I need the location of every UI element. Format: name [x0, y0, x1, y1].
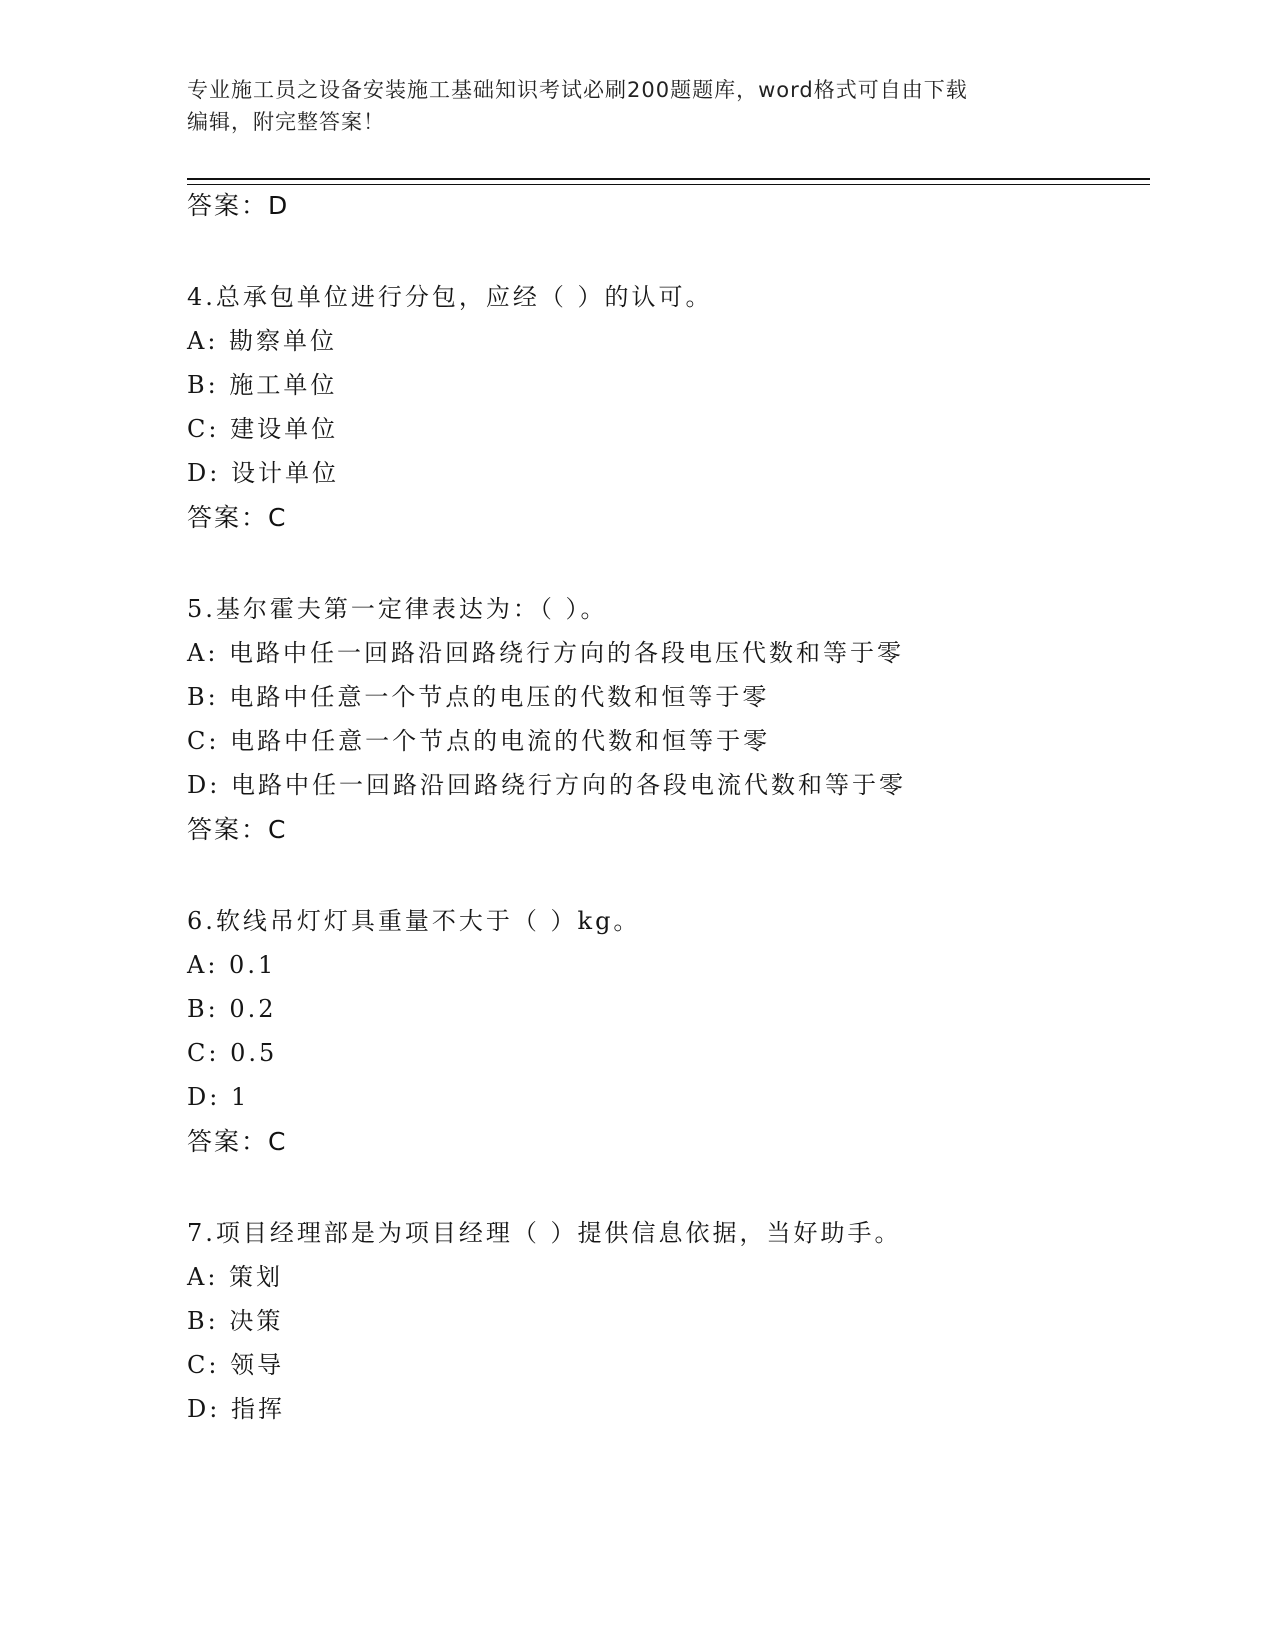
header-divider-thick: [187, 178, 1150, 180]
question-5-answer: 答案：C: [187, 815, 288, 844]
question-4-option-a: A: 勘察单位: [187, 327, 338, 355]
question-6-option-d: D: 1: [187, 1083, 250, 1111]
header-divider-thin: [187, 184, 1150, 185]
question-6-option-b: B: 0.2: [187, 995, 277, 1023]
question-6-option-a: A: 0.1: [187, 951, 277, 979]
question-6-answer: 答案：C: [187, 1127, 288, 1156]
question-4-option-d: D: 设计单位: [187, 459, 339, 487]
question-6-stem: 6.软线吊灯灯具重量不大于（ ）kg。: [187, 907, 641, 935]
question-7-stem: 7.项目经理部是为项目经理（ ）提供信息依据，当好助手。: [187, 1219, 902, 1247]
question-4-answer: 答案：C: [187, 503, 288, 532]
header-title-line-1: 专业施工员之设备安装施工基础知识考试必刷200题题库，word格式可自由下载: [187, 78, 968, 102]
question-7-option-b: B: 决策: [187, 1307, 284, 1335]
question-5-option-a: A: 电路中任一回路沿回路绕行方向的各段电压代数和等于零: [187, 639, 905, 667]
question-7-option-d: D: 指挥: [187, 1395, 285, 1423]
question-7-option-c: C: 领导: [187, 1351, 285, 1379]
question-6-option-c: C: 0.5: [187, 1039, 278, 1067]
question-4-option-c: C: 建设单位: [187, 415, 339, 443]
question-5-option-b: B: 电路中任意一个节点的电压的代数和恒等于零: [187, 683, 770, 711]
question-4-option-b: B: 施工单位: [187, 371, 338, 399]
question-7-option-a: A: 策划: [187, 1263, 284, 1291]
header-title-line-2: 编辑，附完整答案！: [187, 110, 385, 134]
document-header: [187, 74, 1067, 138]
question-4-stem: 4.总承包单位进行分包，应经（ ）的认可。: [187, 283, 713, 311]
question-5-option-d: D: 电路中任一回路沿回路绕行方向的各段电流代数和等于零: [187, 771, 906, 799]
previous-answer: 答案：D: [187, 191, 290, 220]
question-5-option-c: C: 电路中任意一个节点的电流的代数和恒等于零: [187, 727, 771, 755]
question-5-stem: 5.基尔霍夫第一定律表达为：（ ）。: [187, 595, 608, 623]
